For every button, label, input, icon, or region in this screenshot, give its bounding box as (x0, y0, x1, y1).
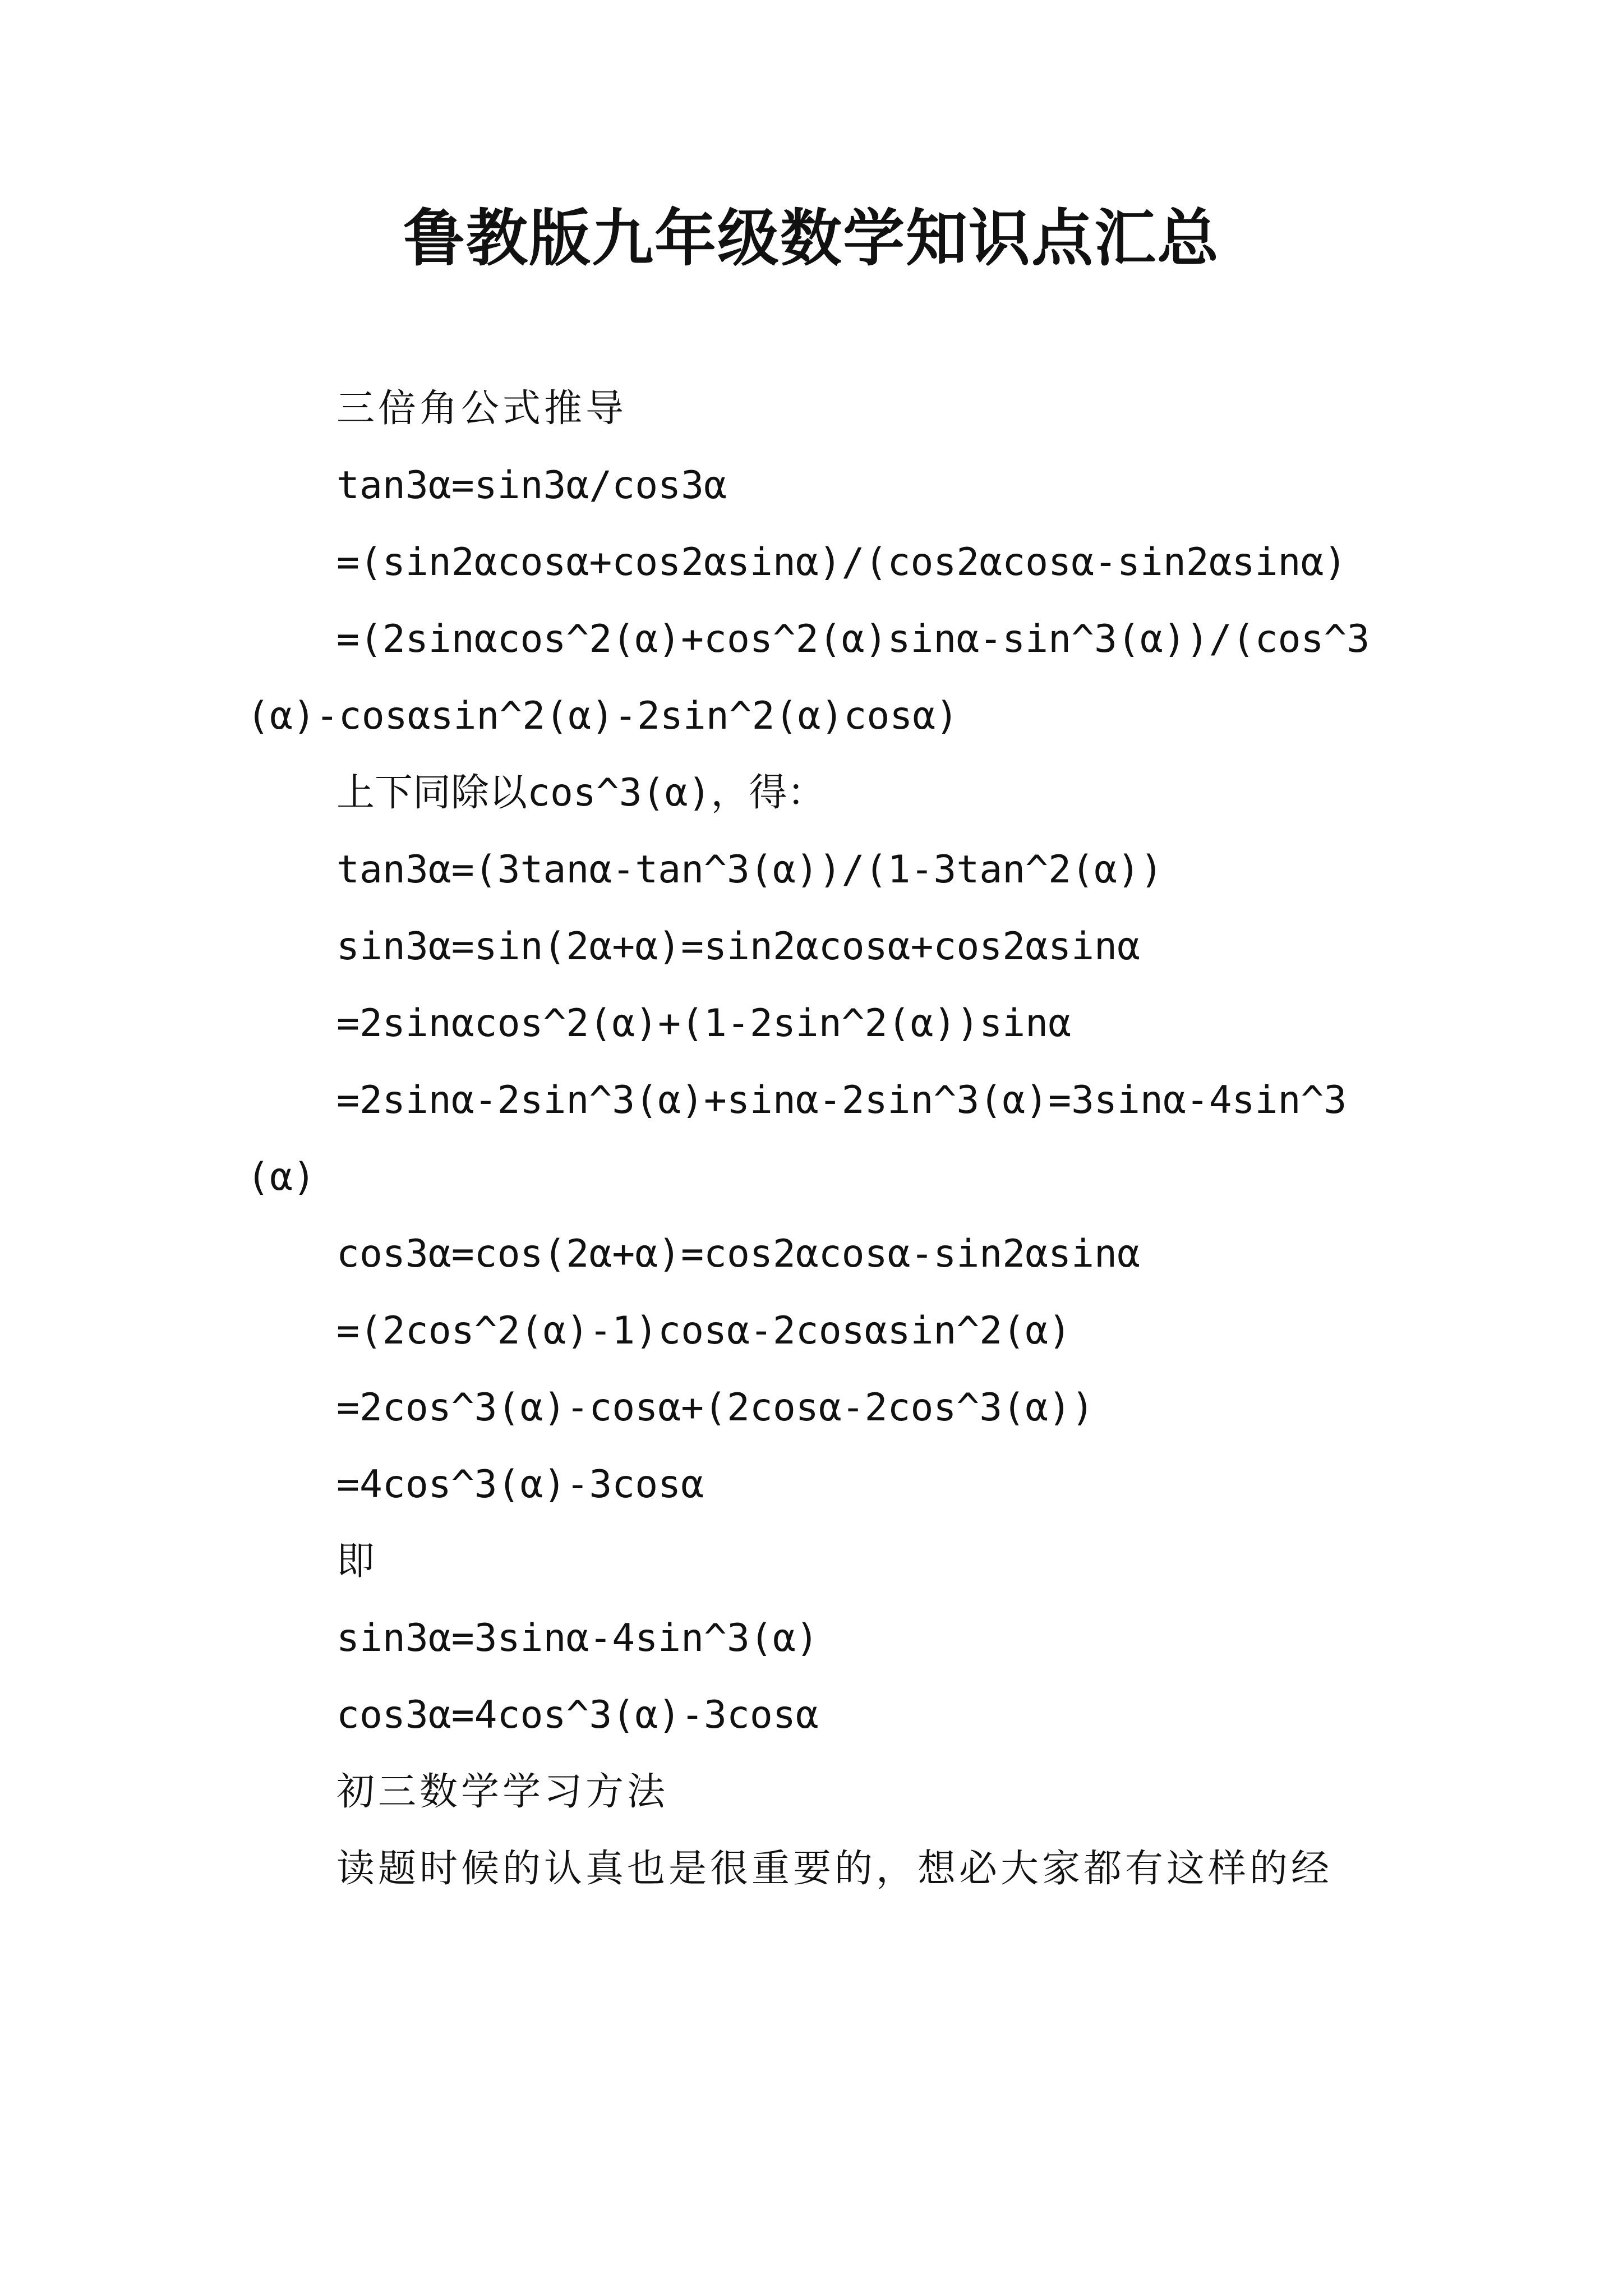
formula-line: =2cos^3(α)-cosα+(2cosα-2cos^3(α)) (336, 1386, 1095, 1430)
formula-line: sin3α=3sinα-4sin^3(α) (336, 1616, 819, 1660)
paragraph-line: 读题时候的认真也是很重要的，想必大家都有这样的经 (336, 1847, 1333, 1891)
formula-line: =(2cos^2(α)-1)cosα-2cosαsin^2(α) (336, 1309, 1072, 1353)
formula-line: =2sinα-2sin^3(α)+sinα-2sin^3(α)=3sinα-4sin^3(α) (247, 1078, 1347, 1199)
text-line: 上下同除以cos^3(α)，得： (336, 771, 826, 815)
formula-line: tan3α=(3tanα-tan^3(α))/(1-3tan^2(α)) (336, 848, 1163, 892)
text-line: 即 (336, 1539, 379, 1584)
formula-line: =4cos^3(α)-3cosα (336, 1462, 704, 1507)
formula-line: =(sin2αcosα+cos2αsinα)/(cos2αcosα-sin2αsinα) (336, 540, 1347, 585)
document-body (247, 370, 1382, 1907)
formula-line: cos3α=cos(2α+α)=cos2αcosα-sin2αsinα (336, 1232, 1140, 1276)
formula-line: =2sinαcos^2(α)+(1-2sin^2(α))sinα (336, 1001, 1072, 1046)
document-title: 鲁教版九年级数学知识点汇总 (403, 202, 1220, 274)
formula-line: sin3α=sin(2α+α)=sin2αcosα+cos2αsinα (336, 924, 1140, 969)
formula-line: cos3α=4cos^3(α)-3cosα (336, 1693, 819, 1737)
formula-line: =(2sinαcos^2(α)+cos^2(α)sinα-sin^3(α))/(cos^3(α)-cosαsin^2(α)-2sin^2(α)cosα) (247, 617, 1370, 738)
section-heading-triple-angle: 三倍角公式推导 (336, 386, 628, 431)
formula-line: tan3α=sin3α/cos3α (336, 463, 727, 508)
section-heading-study-method: 初三数学学习方法 (336, 1770, 669, 1814)
